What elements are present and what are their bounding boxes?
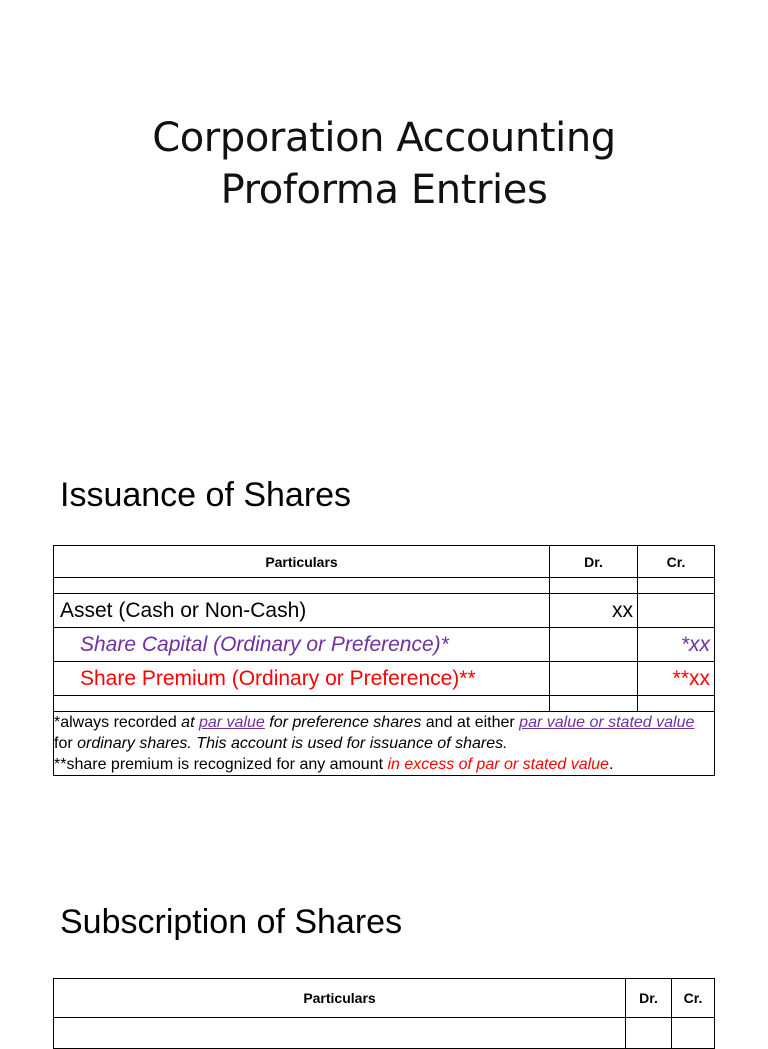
footnote-highlight: par value xyxy=(198,714,265,731)
account-share-premium: Share Premium (Ordinary or Preference)** xyxy=(54,662,550,696)
issuance-journal-table xyxy=(53,545,715,776)
subscription-journal-table xyxy=(53,978,715,1049)
table-header-row xyxy=(54,546,715,578)
footnote-text: **share premium is recognized for any amount xyxy=(54,756,388,773)
footnote xyxy=(54,712,715,776)
footnote-text: ordinary shares. This account is used for issuance of shares. xyxy=(77,735,508,752)
footnote-highlight: par value or stated value xyxy=(519,714,695,731)
debit-amount: xx xyxy=(550,594,638,628)
footnote-highlight: in excess of par or stated value xyxy=(387,756,609,773)
credit-amount: *xx xyxy=(638,628,715,662)
account-asset: Asset (Cash or Non-Cash) xyxy=(54,594,550,628)
footnote-text: *always recorded xyxy=(54,714,182,731)
footnote-text: . xyxy=(608,756,614,773)
particulars-header: Particulars xyxy=(54,546,550,578)
footnote-text: and at either xyxy=(421,714,520,731)
footnote-text: for preference shares xyxy=(264,714,422,731)
debit-header: Dr. xyxy=(626,979,672,1018)
table-row xyxy=(54,628,715,662)
credit-amount xyxy=(638,594,715,628)
debit-header: Dr. xyxy=(550,546,638,578)
account-share-capital: Share Capital (Ordinary or Preference)* xyxy=(54,628,550,662)
credit-header: Cr. xyxy=(638,546,715,578)
debit-amount xyxy=(550,662,638,696)
blank-row xyxy=(54,1018,715,1049)
title-line-1: Corporation Accounting xyxy=(152,115,616,161)
footnote-row xyxy=(54,712,715,776)
blank-row xyxy=(54,578,715,594)
footnote-text: for xyxy=(54,735,78,752)
table-row xyxy=(54,594,715,628)
blank-row xyxy=(54,696,715,712)
subscription-heading: Subscription of Shares xyxy=(60,903,403,941)
page-title xyxy=(0,112,768,216)
credit-amount: **xx xyxy=(638,662,715,696)
title-line-2: Proforma Entries xyxy=(220,167,548,213)
issuance-heading: Issuance of Shares xyxy=(60,476,352,514)
footnote-text: at xyxy=(181,714,199,731)
particulars-header: Particulars xyxy=(54,979,626,1018)
debit-amount xyxy=(550,628,638,662)
table-row xyxy=(54,662,715,696)
table-header-row xyxy=(54,979,715,1018)
credit-header: Cr. xyxy=(672,979,715,1018)
